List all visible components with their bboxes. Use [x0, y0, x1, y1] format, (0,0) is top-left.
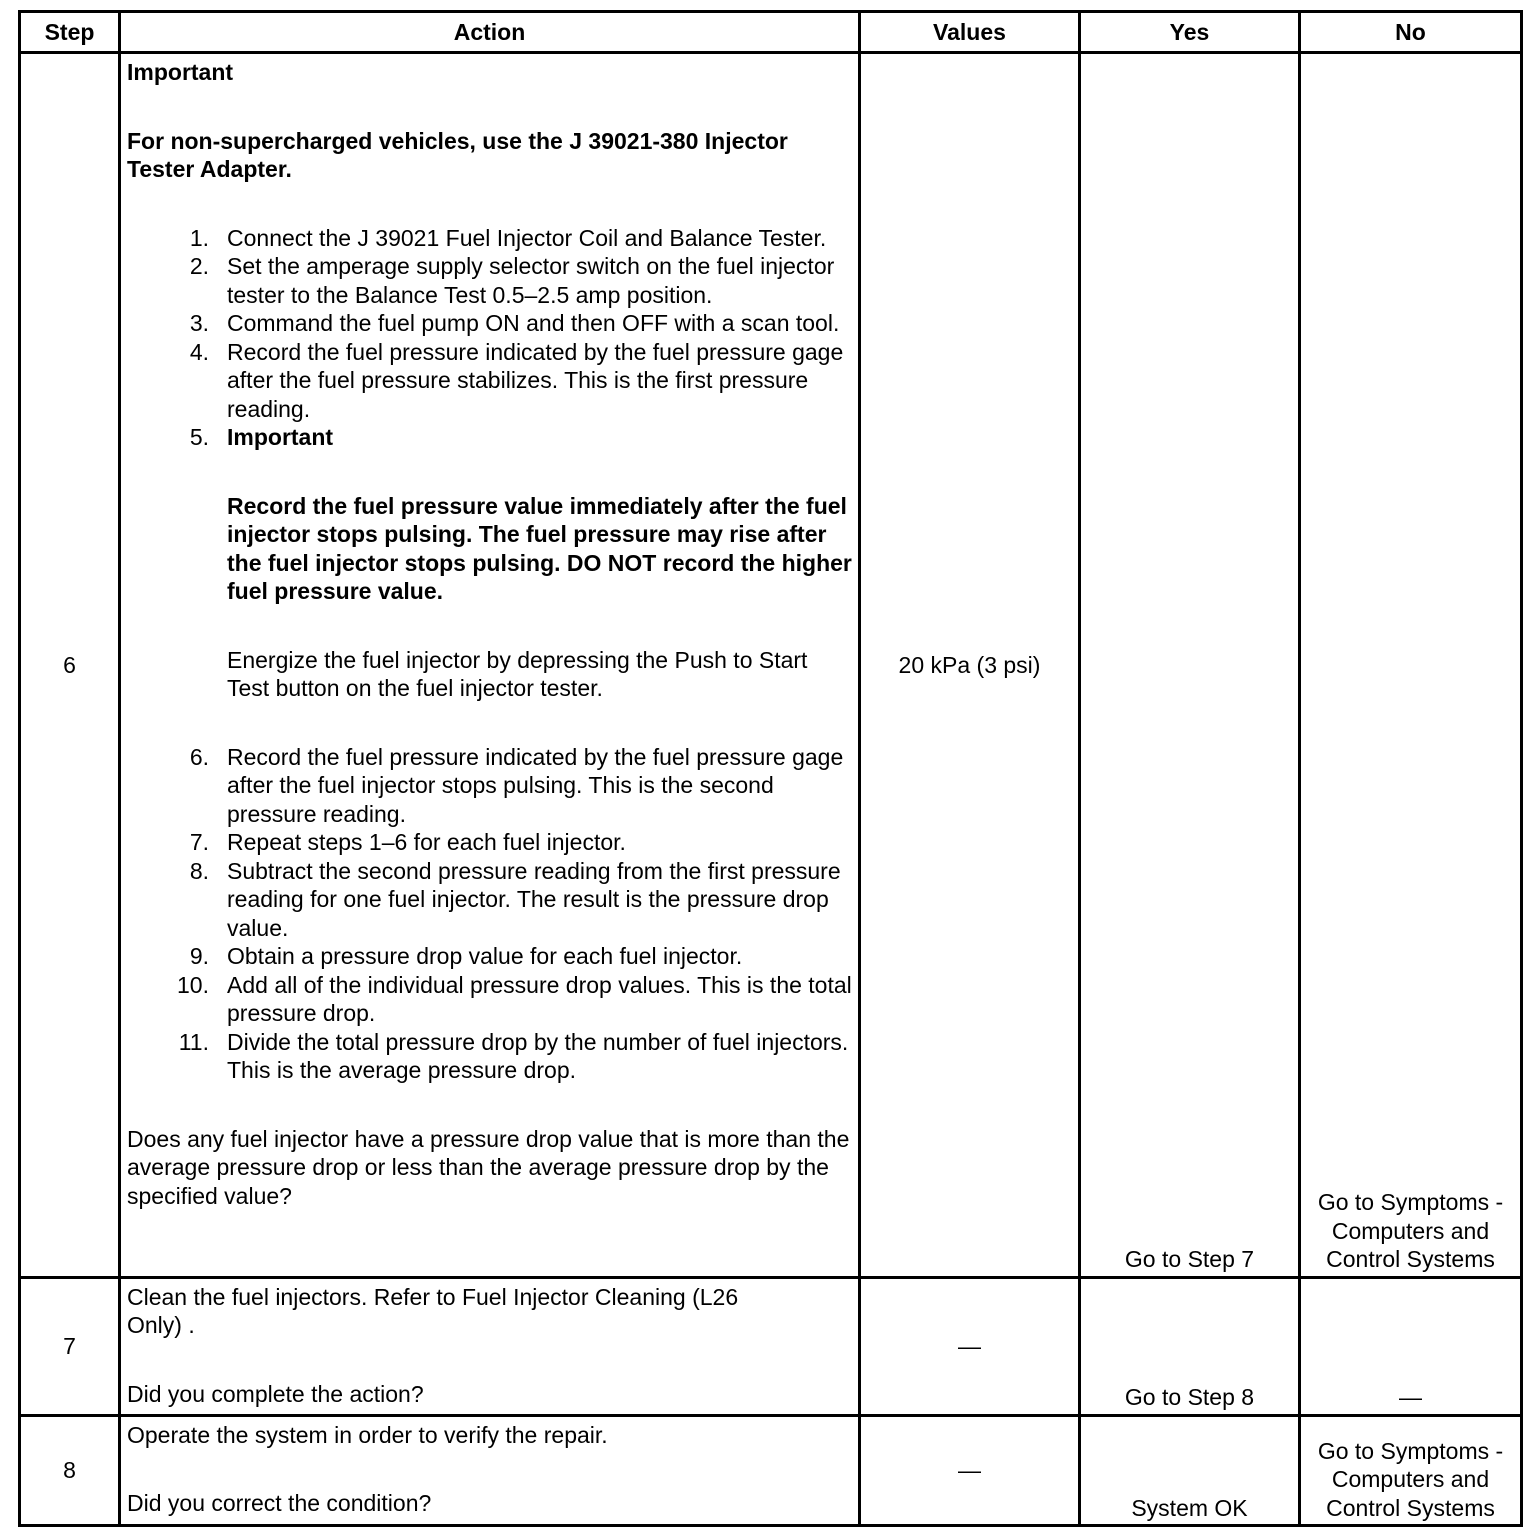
list-item: 7. Repeat steps 1–6 for each fuel injector.	[189, 829, 626, 856]
important-text: For non-supercharged vehicles, use the J 39021-380 Injector Tester Adapter.	[127, 127, 788, 183]
question-text: Does any fuel injector have a pressure drop value that is more than the average pressure drop or less than the average pressure drop by the specified value?	[127, 1125, 850, 1209]
action-cell	[120, 53, 860, 1278]
value-cell: 20 kPa (3 psi)	[860, 53, 1080, 1278]
table-row-step-8	[20, 1415, 1522, 1525]
step-number: 6	[20, 53, 120, 1278]
step-number: 7	[20, 1277, 120, 1415]
header-no: No	[1300, 12, 1522, 53]
step-number: 8	[20, 1415, 120, 1525]
question-text: Did you complete the action?	[127, 1380, 424, 1407]
list-item: 2. Set the amperage supply selector switch on the fuel injector tester to the Balance Test 0.5–2.5 amp position.	[189, 253, 835, 308]
yes-cell: System OK	[1080, 1415, 1300, 1525]
list-item: 1. Connect the J 39021 Fuel Injector Coil and Balance Tester.	[189, 224, 827, 251]
header-row	[20, 12, 1522, 53]
list-item: 8. Subtract the second pressure reading from the first pressure reading for one fuel injector. The result is the pressure drop value.	[189, 857, 841, 941]
list-item: 6. Record the fuel pressure indicated by the fuel pressure gage after the fuel injector stops pulsing. This is the second pressure reading.	[189, 743, 844, 827]
no-cell: —	[1300, 1277, 1522, 1415]
table-row-step-7	[20, 1277, 1522, 1415]
step-important-text: Record the fuel pressure value immediately after the fuel injector stops pulsing. The fuel pressure may rise after the fuel injector stops pulsing. DO NOT record the higher fuel pressure value.	[227, 492, 852, 605]
header-yes: Yes	[1080, 12, 1300, 53]
action-text: Clean the fuel injectors. Refer to Fuel Injector Cleaning (L26 Only) .	[127, 1283, 739, 1339]
yes-cell: Go to Step 8	[1080, 1277, 1300, 1415]
question-text: Did you correct the condition?	[127, 1490, 432, 1517]
list-item: 11. Divide the total pressure drop by the number of fuel injectors. This is the average pressure drop.	[178, 1028, 849, 1084]
important-label: Important	[127, 59, 234, 86]
yes-cell: Go to Step 7	[1080, 53, 1300, 1278]
action-text: Operate the system in order to verify the repair.	[127, 1421, 608, 1448]
action-cell	[120, 1415, 860, 1525]
list-item: 10. Add all of the individual pressure drop values. This is the total pressure drop.	[177, 971, 852, 1027]
table-row-step-6	[20, 53, 1522, 1278]
value-cell: —	[860, 1415, 1080, 1525]
value-cell: —	[860, 1277, 1080, 1415]
action-cell	[120, 1277, 860, 1415]
header-step: Step	[20, 12, 120, 53]
list-item: 4. Record the fuel pressure indicated by the fuel pressure gage after the fuel pressure stabilizes. This is the first pressure reading.	[189, 338, 844, 422]
list-item: 5. Important Record the fuel pressure value immediately after the fuel injector stops pulsing. The fuel pressure may rise after the fuel injector stops pulsing. DO NOT record the higher fuel pressure value. Energize the fuel injector by depressing the Push to Start Test button on the fuel injector tester.	[189, 424, 852, 702]
step-text: Energize the fuel injector by depressing the Push to Start Test button on the fuel injector tester.	[227, 646, 808, 702]
step-important-label: Important	[227, 424, 334, 451]
list-item: 9. Obtain a pressure drop value for each fuel injector.	[189, 943, 743, 970]
diagnostic-table	[18, 10, 1523, 1527]
no-cell: Go to Symptoms - Computers and Control Systems	[1300, 1415, 1522, 1525]
header-values: Values	[860, 12, 1080, 53]
header-action: Action	[120, 12, 860, 53]
procedure-list	[127, 224, 852, 1085]
list-item: 3. Command the fuel pump ON and then OFF with a scan tool.	[189, 310, 840, 337]
no-cell: Go to Symptoms - Computers and Control Systems	[1300, 53, 1522, 1278]
